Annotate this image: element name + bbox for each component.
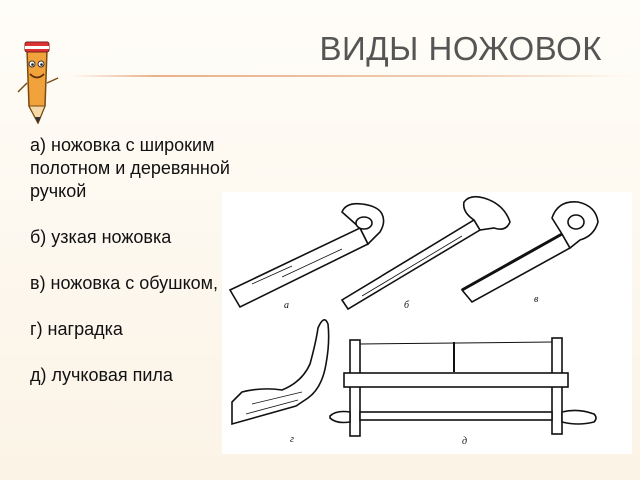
nagradka-saw-icon — [232, 320, 329, 424]
title-divider — [70, 75, 635, 77]
list-item-g: г) наградка — [30, 319, 123, 339]
figure-letter-a: а — [284, 300, 289, 311]
slide-title: ВИДЫ НОЖОВОК — [319, 30, 602, 67]
list-item-a: а) ножовка с широким полотном и деревянной ручкой — [30, 135, 230, 201]
list-item-b: б) узкая ножовка — [30, 227, 172, 247]
bow-saw-icon — [330, 338, 596, 436]
list-item-v: в) ножовка с обушком, — [30, 273, 219, 293]
pencil-mascot-icon — [14, 28, 64, 124]
figure-letter-v: в — [534, 294, 539, 305]
figure-letter-d: д — [462, 436, 468, 447]
saws-illustration — [222, 192, 632, 454]
list-item-d: д) лучковая пила — [30, 365, 173, 385]
figure-letter-g: г — [290, 434, 294, 445]
figure-letter-b: б — [404, 300, 410, 311]
